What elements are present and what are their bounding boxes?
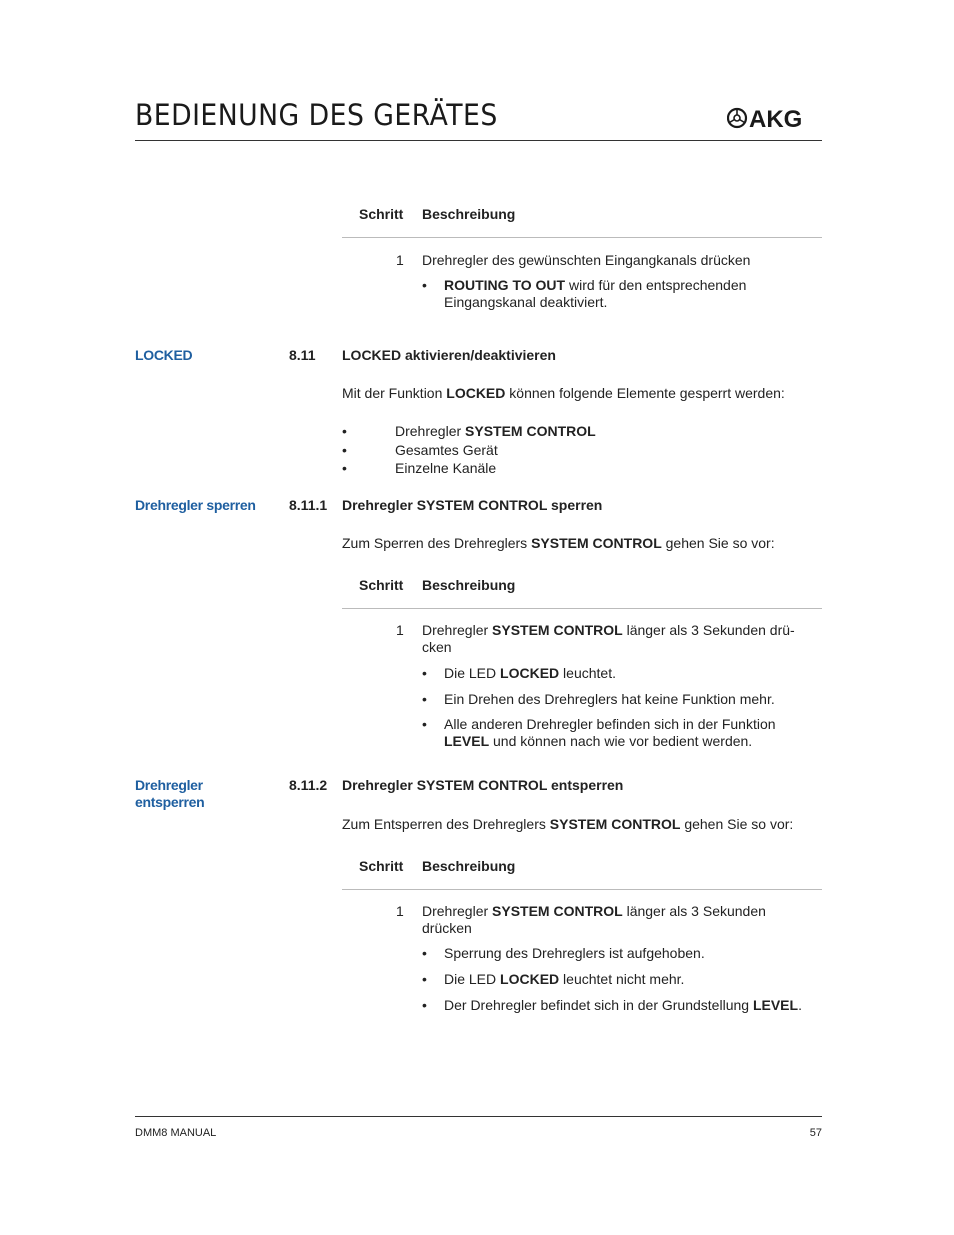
list-item: • Der Drehregler befindet sich in der Grundstellung LEVEL.: [422, 997, 802, 1013]
table-divider: [342, 608, 822, 609]
section-intro: Mit der Funktion LOCKED können folgende Elemente gesperrt werden:: [342, 385, 785, 401]
sub-text: wird für den entsprechenden Eingangskanal deaktiviert.: [444, 277, 747, 310]
sidebar-label-locked: LOCKED: [135, 347, 193, 363]
table-header-description: Beschreibung: [422, 858, 516, 874]
footer-manual-name: DMM8 MANUAL: [135, 1127, 217, 1139]
step-description: Drehregler des gewünschten Eingangkanals drücken: [422, 252, 751, 268]
step-number: 1: [396, 252, 404, 268]
akg-logo: [727, 106, 823, 130]
section-heading: Drehregler SYSTEM CONTROL entsperren: [342, 777, 624, 793]
table-header-step: Schritt: [359, 858, 404, 874]
section-intro: Zum Sperren des Drehreglers SYSTEM CONTROL gehen Sie so vor:: [342, 535, 775, 551]
step-number: 1: [396, 622, 404, 638]
sidebar-label-drehregler-entsperren: Drehregler entsperren: [135, 777, 205, 810]
list-item: • Die LED LOCKED leuchtet nicht mehr.: [422, 971, 685, 987]
step-description: Drehregler SYSTEM CONTROL länger als 3 Sekunden drücken: [422, 903, 766, 936]
table-header-description: Beschreibung: [422, 577, 516, 593]
table-header-step: Schritt: [359, 206, 404, 222]
list-item: • Die LED LOCKED leuchtet.: [422, 665, 616, 681]
sidebar-label-drehregler-sperren: Drehregler sperren: [135, 497, 256, 513]
step-number: 1: [396, 903, 404, 919]
section-heading: LOCKED aktivieren/deaktivieren: [342, 347, 556, 363]
section-intro: Zum Entsperren des Drehreglers SYSTEM CONTROL gehen Sie so vor:: [342, 816, 794, 832]
step-description: Drehregler SYSTEM CONTROL länger als 3 Sekunden drü-cken: [422, 622, 795, 655]
list-item: [422, 277, 802, 311]
section-number: 8.11: [289, 347, 316, 363]
page-title: BEDIENUNG DES GERÄTES: [135, 98, 498, 132]
page-number: 57: [809, 1127, 822, 1139]
table-header-description: Beschreibung: [422, 206, 516, 222]
section-number: 8.11.2: [289, 777, 328, 793]
footer-rule: [135, 1116, 822, 1117]
list-item: • Alle anderen Drehregler befinden sich in der Funktion LEVEL und können nach wie vor bedient werden.: [422, 716, 776, 749]
section-heading: Drehregler SYSTEM CONTROL sperren: [342, 497, 603, 513]
akg-logo-icon: [727, 106, 823, 130]
table-header-step: Schritt: [359, 577, 404, 593]
header-rule: [135, 140, 822, 141]
table-divider: [342, 237, 822, 238]
table-divider: [342, 889, 822, 890]
section-number: 8.11.1: [289, 497, 328, 513]
list-item: • Sperrung des Drehreglers ist aufgehoben.: [422, 945, 705, 961]
list-item: • Ein Drehen des Drehreglers hat keine Funktion mehr.: [422, 691, 775, 707]
akg-logo-text: AKG: [749, 106, 803, 130]
bullet: •: [422, 277, 427, 293]
bold-term: ROUTING TO OUT: [444, 277, 566, 293]
